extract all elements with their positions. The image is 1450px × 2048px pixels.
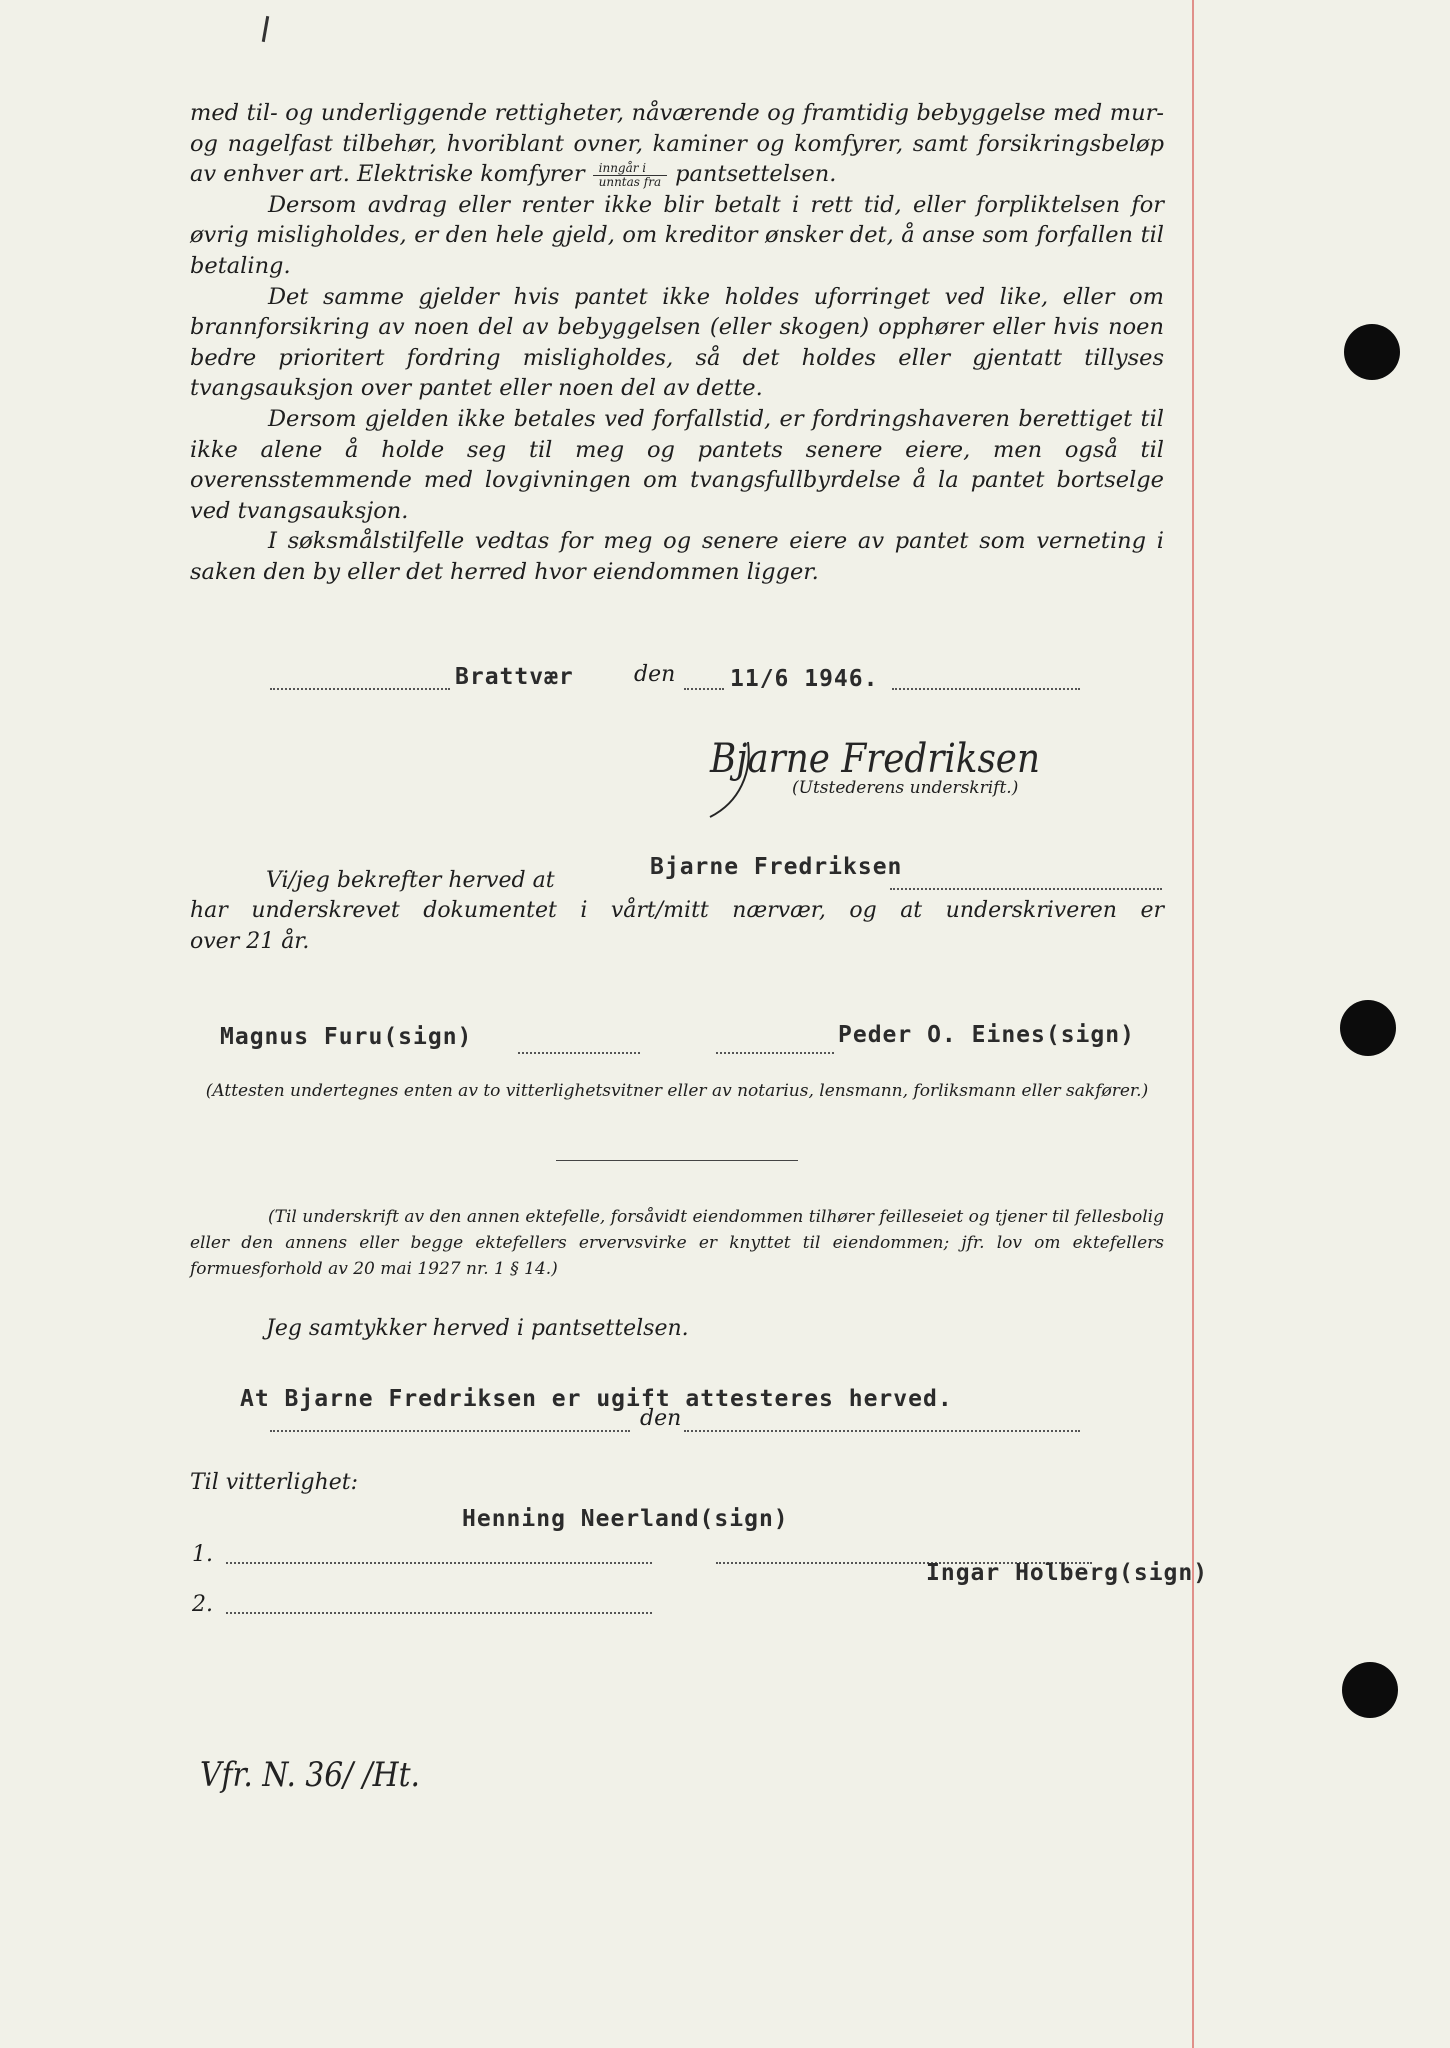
- binder-hole-middle: [1340, 1000, 1396, 1056]
- attest-num-2: 2.: [192, 1592, 213, 1617]
- confirm-name: Bjarne Fredriksen: [650, 854, 903, 880]
- confirm-rest-1: har underskrevet dokumentet i vårt/mitt nærvær, og at underskriveren er: [190, 898, 1164, 923]
- spouse-note: (Til underskrift av den annen ektefelle, forsåvidt eiendommen tilhører feilleseiet og tjener til fellesbolig eller den annens eller begge ektefellers ervervsvirke er knyttet til eiendommen; jfr. lov om ektefellers formuesforhold av 20 mai 1927 nr. 1 § 14.): [190, 1207, 1164, 1279]
- terms-paragraph-5: I søksmålstilfelle vedtas for meg og senere eiere av pantet som verneting i saken den by eller det herred hvor eiendommen ligger.: [190, 528, 1164, 585]
- witness-left-dots: [518, 1052, 640, 1054]
- binder-hole-bottom: [1342, 1662, 1398, 1718]
- place-dots: [270, 688, 450, 690]
- witness-right: Peder O. Eines(sign): [838, 1022, 1135, 1048]
- attest-dots-2: [226, 1612, 652, 1614]
- fraction-choice: $\frac{\text{inngår i}}{\text{unntas fra}}$: [593, 162, 667, 189]
- confirm-name-dots: [890, 888, 1162, 890]
- spouse-consent: Jeg samtykker herved i pantsettelsen.: [266, 1316, 689, 1341]
- attest-label: Til vitterlighet:: [190, 1470, 359, 1495]
- witness-right-dots: [716, 1052, 834, 1054]
- issue-date: 11/6 1946.: [730, 666, 879, 692]
- date-dots-right: [892, 688, 1080, 690]
- issue-place: Brattvær: [455, 664, 574, 690]
- issue-den: den: [634, 662, 676, 687]
- attest-signer-1: Henning Neerland(sign): [462, 1506, 789, 1532]
- terms-paragraph-1: med til- og underliggende rettigheter, nåværende og framtidig bebyggelse med mur- og nagelfast tilbehør, hvoriblant ovner, kaminer og komfyrer, samt forsikringsbeløp av enhver art. Elektriske komfyrer $\frac{\text{inngår i}}{\text{unntas fra}}$ pantsettelsen.: [190, 100, 1164, 189]
- confirm-rest-2: over 21 år.: [190, 929, 310, 954]
- margin-note-text: Vfr. N. 36/ /Ht.: [200, 1755, 420, 1795]
- witness-left: Magnus Furu(sign): [220, 1024, 473, 1050]
- top-mark: [262, 16, 269, 42]
- terms-paragraph-3: Det samme gjelder hvis pantet ikke holdes uforringet ved like, eller om brannforsikring av noen del av bebyggelsen (eller skogen) opphører eller hvis noen bedre prioritert fordring misligholdes, så det holdes eller gjentatt tillyses tvangsauksjon over pantet eller noen del av dette.: [190, 283, 1164, 402]
- binder-hole-top: [1344, 324, 1400, 380]
- terms-text: [190, 98, 1164, 588]
- date-dots-left: [684, 688, 724, 690]
- terms-paragraph-2: Dersom avdrag eller renter ikke blir betalt i rett tid, eller forpliktelsen for øvrig misligholdes, er den hele gjeld, om kreditor ønsker det, å anse som forfallen til betaling.: [190, 191, 1164, 279]
- attest-num-1: 1.: [192, 1542, 213, 1567]
- issuer-signature-caption: (Utstederens underskrift.): [792, 778, 1019, 798]
- witness-note: (Attesten undertegnes enten av to vitterlighetsvitner eller av notarius, lensmann, forliksmann eller sakfører.): [205, 1081, 1149, 1101]
- issuer-signature: [690, 712, 1060, 832]
- issuer-signature-text: Bjarne Fredriksen: [709, 736, 1040, 782]
- spouse-typed-line: At Bjarne Fredriksen er ugift attesteres herved.: [240, 1386, 953, 1412]
- section-divider: [556, 1160, 798, 1161]
- spouse-den: den: [640, 1406, 682, 1431]
- confirm-lead: Vi/jeg bekrefter herved at: [266, 868, 555, 893]
- margin-note: [196, 1734, 436, 1824]
- margin-rule: [1192, 0, 1194, 2048]
- spouse-dots-right: [684, 1430, 1080, 1432]
- terms-paragraph-4: Dersom gjelden ikke betales ved forfallstid, er fordringshaveren berettiget til ikke alene å holde seg til meg og pantets senere eiere, men også til overensstemmende med lovgivningen om tvangsfullbyrdelse å la pantet bortselge ved tvangsauksjon.: [190, 405, 1164, 524]
- spouse-dots-left: [270, 1430, 630, 1432]
- attest-dots-1: [226, 1562, 652, 1564]
- attest-signer-2: Ingar Holberg(sign): [926, 1560, 1209, 1586]
